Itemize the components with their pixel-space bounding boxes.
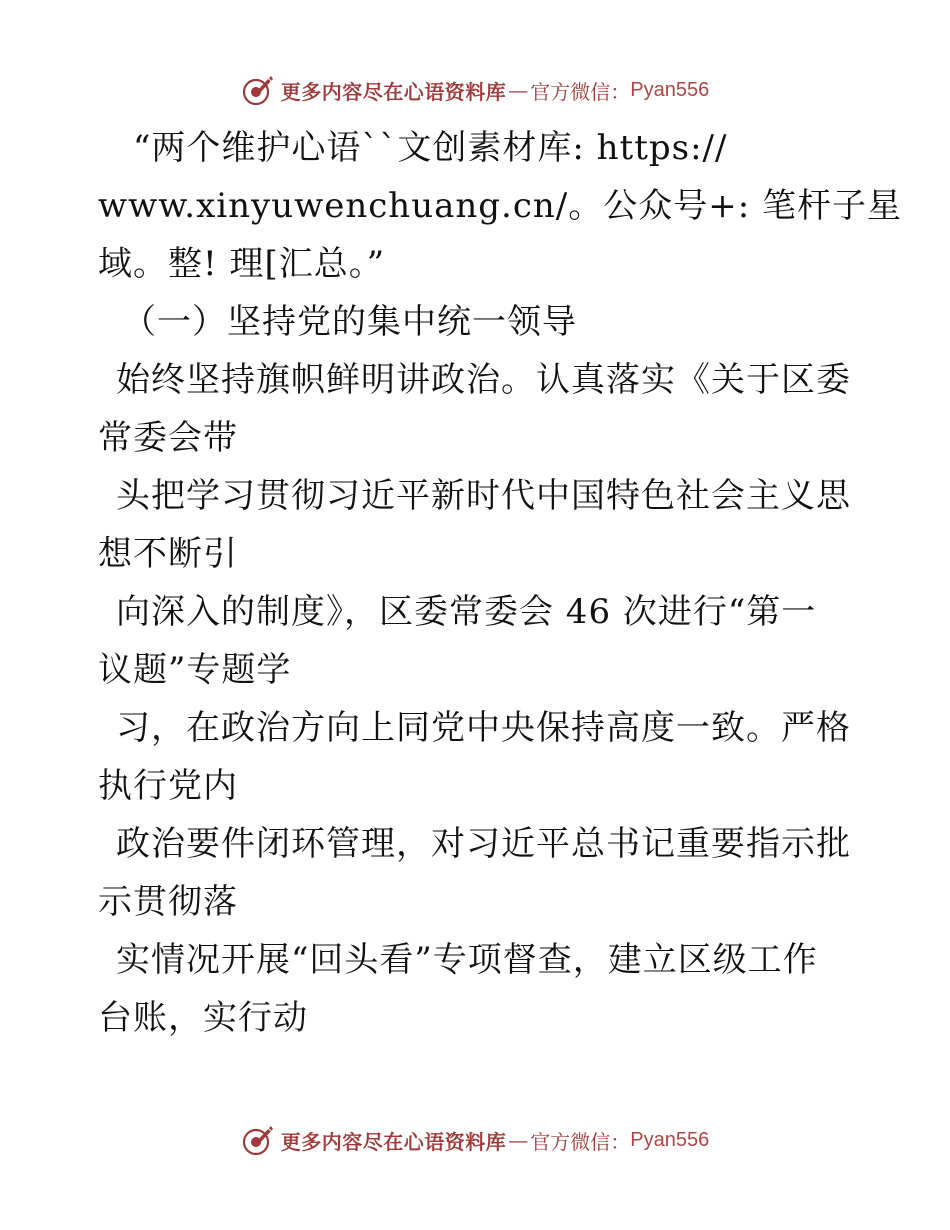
body-line: 常委会带	[98, 418, 238, 458]
body-line: 向深入的制度》，区委常委会 46 次进行“第一	[116, 592, 817, 632]
body-line: 域。整! 理[汇总。”	[98, 244, 386, 284]
body-line: 执行党内	[98, 766, 238, 806]
section-heading: （一）坚持党的集中统一领导	[104, 302, 577, 342]
body-line: 实情况开展“回头看”专项督查，建立区级工作	[116, 940, 818, 980]
body-line: 想不断引	[98, 534, 238, 574]
body-line: 示贯彻落	[98, 882, 238, 922]
body-line: www.xinyuwenchuang.cn/。公众号+: 笔杆子星	[98, 186, 902, 226]
body-line: 台账，实行动	[98, 998, 308, 1038]
footer-promo-text: 更多内容尽在心语资料库	[280, 1129, 507, 1154]
header-wechat-id: Pyan556	[630, 78, 710, 101]
quill-logo-icon	[241, 73, 275, 107]
body-line: 政治要件闭环管理，对习近平总书记重要指示批	[116, 824, 851, 864]
body-line: “两个维护心语``文创素材库: https://	[98, 128, 728, 168]
quill-logo-icon	[241, 1123, 275, 1157]
footer-banner	[0, 1120, 950, 1160]
body-line: 头把学习贯彻习近平新时代中国特色社会主义思	[116, 476, 851, 516]
header-wechat-label: 官方微信：	[530, 79, 631, 104]
footer-wechat-id: Pyan556	[630, 1128, 710, 1151]
body-line: 始终坚持旗帜鲜明讲政治。认真落实《关于区委	[116, 360, 851, 400]
header-banner	[0, 70, 950, 110]
header-promo-text: 更多内容尽在心语资料库	[280, 79, 507, 104]
footer-separator: —	[508, 1128, 529, 1152]
header-separator: —	[508, 78, 529, 102]
body-line: 习，在政治方向上同党中央保持高度一致。严格	[116, 708, 851, 748]
body-line: 议题”专题学	[98, 650, 292, 690]
footer-wechat-label: 官方微信：	[530, 1129, 631, 1154]
